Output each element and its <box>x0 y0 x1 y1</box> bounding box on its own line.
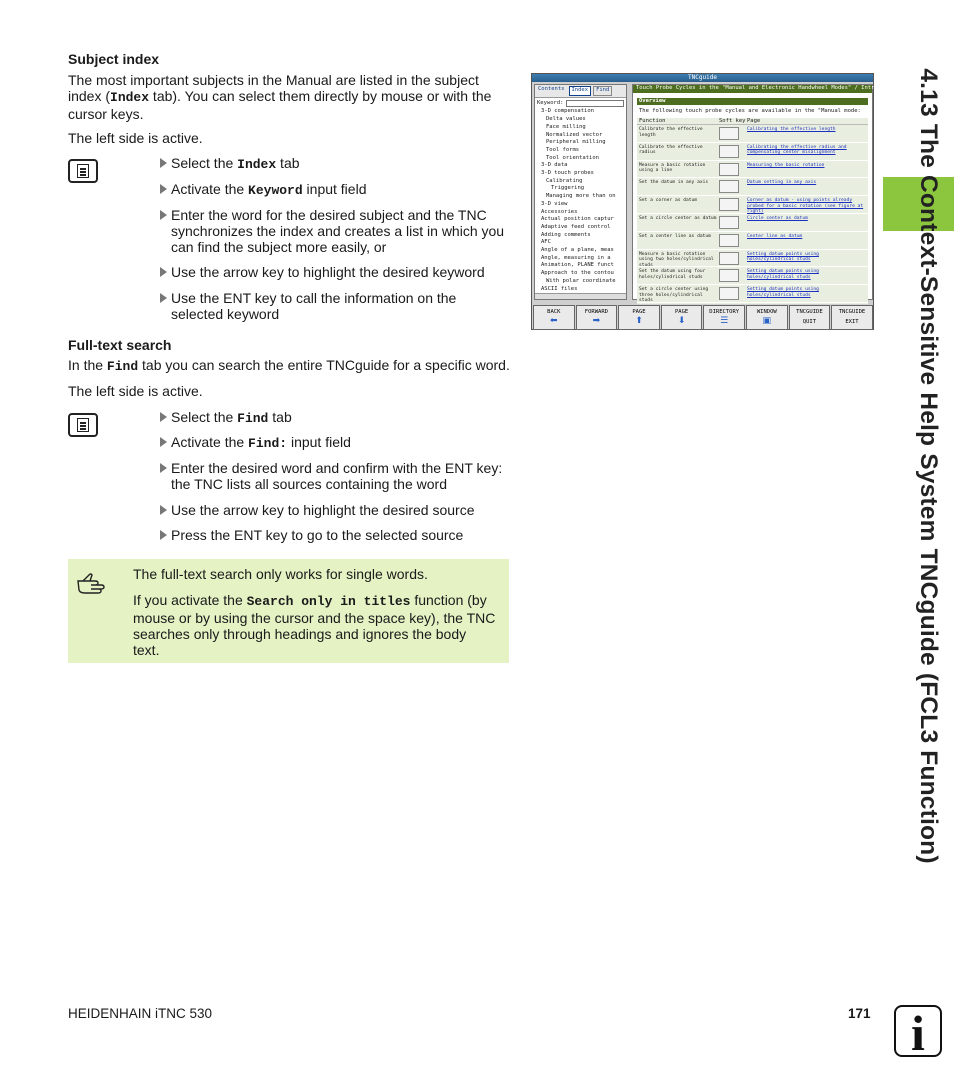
col-page: Page <box>747 118 761 124</box>
row-function: Measure a basic rotation using two holes/cylindrical studs <box>639 251 714 268</box>
table-row <box>637 214 868 232</box>
index-item[interactable]: Face milling <box>546 123 586 130</box>
row-softkey-icon[interactable] <box>719 163 739 176</box>
row-function: Set the datum in any axis <box>639 180 709 186</box>
step: Use the arrow key to highlight the desired source <box>160 502 512 518</box>
row-function: Set a center line as datum <box>639 233 711 239</box>
index-item[interactable]: 3-D compensation <box>541 108 594 115</box>
index-item[interactable]: 3-D touch probes <box>541 170 594 177</box>
step: Select the Index tab <box>160 155 512 173</box>
index-item[interactable]: ASCII files <box>541 285 578 292</box>
tab-find[interactable]: Find <box>593 86 612 96</box>
row-page-link[interactable]: Setting datum points using holes/cylindrical studs <box>747 269 819 280</box>
index-item[interactable]: Angle, measuring in a <box>541 254 611 261</box>
table-row <box>637 178 868 196</box>
note-icon <box>68 159 98 183</box>
index-item[interactable]: Approach to the contou <box>541 270 614 277</box>
softkey-label: TNCGUIDE <box>838 309 866 315</box>
softkey-label: PAGE <box>674 309 689 315</box>
index-item[interactable]: Adding comments <box>541 231 591 238</box>
info-icon: i <box>894 1005 942 1057</box>
document-pane <box>632 84 901 304</box>
full-text-heading: Full-text search <box>68 337 172 353</box>
softkey-label: TNCGUIDE <box>796 309 823 315</box>
table-row <box>637 267 868 285</box>
tab-contents[interactable]: Contents <box>538 86 565 92</box>
row-softkey-icon[interactable] <box>719 287 739 300</box>
row-function: Set the datum using four holes/cylindrical studs <box>639 269 706 280</box>
active-note: The left side is active. <box>68 383 203 399</box>
softkey[interactable] <box>746 305 788 330</box>
row-softkey-icon[interactable] <box>719 198 739 211</box>
tip-paragraph-2: If you activate the Search only in titles function (by mouse or by using the cursor and the space key), the TNC searches only through headings and ignores the body text. <box>133 592 496 658</box>
note-icon <box>68 413 98 437</box>
index-pane <box>534 84 627 300</box>
keyword-input[interactable] <box>566 100 625 107</box>
table-row <box>637 232 868 250</box>
row-function: Set a circle center using three holes/cylindrical studs <box>639 287 709 304</box>
index-item[interactable]: Managing more than on <box>546 193 616 200</box>
softkey-label: DIRECTORY <box>709 309 740 315</box>
step: Use the arrow key to highlight the desired keyword <box>160 264 512 280</box>
pointing-hand-icon <box>77 572 109 596</box>
subject-index-intro: The most important subjects in the Manual are listed in the subject index (Index tab). You can select them directly by mouse or with the cursor keys. <box>68 72 492 122</box>
index-item[interactable]: Tool forms <box>546 146 580 153</box>
index-item[interactable]: AFC <box>541 239 551 246</box>
index-item[interactable]: Normalized vector <box>546 131 603 138</box>
row-softkey-icon[interactable] <box>719 216 739 229</box>
index-item[interactable]: With polar coordinate <box>546 277 616 284</box>
directory-icon: ☰ <box>720 316 729 326</box>
row-page-link[interactable]: Center line as datum <box>747 233 803 239</box>
tncguide-screenshot <box>531 73 901 330</box>
row-page-link[interactable]: Setting datum points using holes/cylindrical studs <box>747 251 819 263</box>
table-row <box>637 143 868 161</box>
step: Press the ENT key to go to the selected source <box>160 527 512 543</box>
index-item[interactable]: Angle of a plane, meas <box>541 247 614 254</box>
row-page-link[interactable]: Calibrating the effective radius and compensating center misalignment <box>747 144 847 156</box>
chapter-title: 4.13 The Context-Sensitive Help System TNCguide (FCL3 Function) <box>915 68 942 864</box>
step: Select the Find tab <box>160 409 512 427</box>
arrow-up-icon: ⬆ <box>635 316 643 326</box>
window-icon: ▣ <box>762 316 772 326</box>
col-function: Function <box>639 118 666 124</box>
step: Activate the Find: input field <box>160 434 512 452</box>
step: Activate the Keyword input field <box>160 181 512 199</box>
index-item[interactable]: Adaptive feed control <box>541 223 611 230</box>
page-number: 171 <box>848 1006 871 1021</box>
tip-line-1: The full-text search only works for single words. <box>133 566 428 582</box>
row-page-link[interactable]: Circle center as datum <box>747 215 808 221</box>
footer-product: HEIDENHAIN iTNC 530 <box>68 1006 213 1021</box>
row-page-link[interactable]: Corner as datum - using points already probed for a basic rotation (see figure at right) <box>747 198 864 215</box>
softkey-label: FORWARD <box>584 309 608 315</box>
softkey[interactable] <box>576 305 618 330</box>
table-row <box>637 161 868 179</box>
softkey-label: EXIT <box>845 319 859 325</box>
row-function: Set a circle center as datum <box>639 215 717 221</box>
horizontal-scrollbar[interactable] <box>535 293 626 299</box>
doc-header: Touch Probe Cycles in the "Manual and Electronic Handwheel Modes" / Introduction <box>633 85 872 93</box>
softkey[interactable] <box>831 305 873 330</box>
row-function: Calibrate the effective length <box>639 127 703 138</box>
doc-intro: The following touch probe cycles are available in the "Manual mode: <box>639 108 861 114</box>
col-softkey: Soft key <box>719 118 746 124</box>
doc-section: Overview <box>639 98 666 104</box>
table-row <box>637 285 868 303</box>
table-row <box>637 250 868 268</box>
row-page-link[interactable]: Datum setting in any axis <box>747 180 817 186</box>
full-text-intro: In the Find tab you can search the entire TNCguide for a specific word. <box>68 357 510 374</box>
row-softkey-icon[interactable] <box>719 180 739 193</box>
softkey-label: PAGE <box>632 309 646 315</box>
index-item[interactable]: 3-D view <box>541 200 568 207</box>
arrow-down-icon: ⬇ <box>677 316 686 326</box>
row-softkey-icon[interactable] <box>719 234 739 247</box>
row-page-link[interactable]: Setting datum points using holes/cylindrical studs <box>747 287 819 298</box>
softkey[interactable] <box>789 305 831 330</box>
softkey[interactable] <box>661 305 703 330</box>
row-function: Calibrate the effective radius <box>639 144 703 156</box>
table-row <box>637 196 868 214</box>
row-function: Set a corner as datum <box>639 198 698 204</box>
index-item[interactable]: Tool orientation <box>546 154 599 161</box>
index-item[interactable]: Actual position captur <box>541 216 614 223</box>
keyword-label: Keyword: <box>537 99 564 106</box>
row-softkey-icon[interactable] <box>719 252 739 265</box>
tab-index[interactable]: Index <box>569 86 592 96</box>
row-page-link[interactable]: Measuring the basic rotation <box>747 162 825 168</box>
index-item[interactable]: Triggering <box>551 185 585 192</box>
arrow-left-icon: ⬅ <box>550 316 558 326</box>
step: Use the ENT key to call the information on the selected keyword <box>160 290 512 322</box>
index-item[interactable]: Delta values <box>546 116 586 123</box>
softkey[interactable] <box>618 305 660 330</box>
index-item[interactable]: Accessories <box>541 208 578 215</box>
row-softkey-icon[interactable] <box>719 269 739 282</box>
window-title: TNCguide <box>532 74 873 82</box>
table-row <box>637 125 868 143</box>
softkey[interactable] <box>703 305 745 330</box>
row-softkey-icon[interactable] <box>719 127 739 140</box>
row-function: Measure a basic rotation using a line <box>639 162 706 174</box>
step: Enter the word for the desired subject and the TNC synchronizes the index and creates a list in which you can find the subject more easily, or <box>160 207 512 255</box>
softkey[interactable] <box>533 305 575 330</box>
step: Enter the desired word and confirm with the ENT key: the TNC lists all sources containing the word <box>160 460 512 492</box>
arrow-right-icon: ➡ <box>592 316 601 326</box>
tip-box <box>68 559 509 663</box>
index-item[interactable]: Peripheral milling <box>546 139 606 146</box>
row-softkey-icon[interactable] <box>719 145 739 158</box>
index-item[interactable]: 3-D data <box>541 162 568 169</box>
active-note: The left side is active. <box>68 130 203 146</box>
row-page-link[interactable]: Calibrating the effective length <box>747 127 836 132</box>
softkey-label: QUIT <box>802 319 817 325</box>
index-item[interactable]: Animation, PLANE funct <box>541 262 614 269</box>
index-item[interactable]: Calibrating <box>546 177 583 184</box>
subject-index-heading: Subject index <box>68 51 160 67</box>
softkey-label: BACK <box>547 309 561 315</box>
softkey-label: WINDOW <box>756 309 777 315</box>
